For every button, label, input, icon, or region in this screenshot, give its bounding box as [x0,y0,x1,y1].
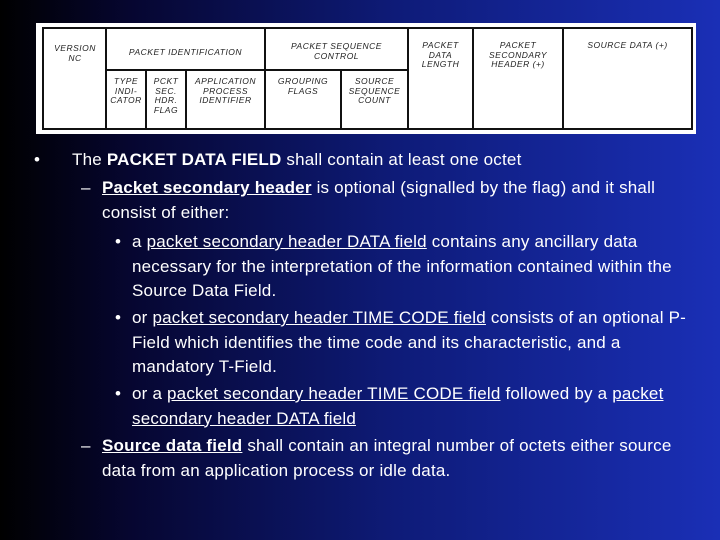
item-prefix: or a [132,384,168,403]
sub-sub-item-data-field [132,230,707,304]
item-term: packet secondary header TIME CODE field [167,384,501,403]
bullet-marker: • [34,150,41,169]
item-term: packet secondary header DATA field [146,232,427,251]
bullet-prefix: The [72,150,107,169]
sub2-suffix: shall contain an integral number of octets either source data from an application process or idle data. [102,436,672,480]
sub-item-source-data-field [102,434,702,483]
item-term: packet secondary header TIME CODE field [152,308,486,327]
packet-secondary-header-term: Packet secondary header [102,178,312,197]
item-suffix: consists of an optional P-Field which identifies the time code and its characteristic, and a mandatory T-Field. [132,308,686,377]
dash-marker: – [81,178,91,197]
packet-secondary-header-header: PACKET SECONDARY HEADER (+) [488,40,548,69]
source-sequence-count-header: SOURCE SEQUENCE COUNT [348,76,401,105]
packet-data-field-term: PACKET DATA FIELD [106,150,282,169]
packet-identification-header: PACKET IDENTIFICATION [128,47,243,57]
bullet-packet-data-field [72,148,712,173]
packet-sequence-control-header: PACKET SEQUENCE CONTROL [291,41,382,61]
item-suffix: followed by a [500,384,613,403]
item-prefix: or [132,308,153,327]
bullet-marker: • [115,384,122,403]
packet-structure-diagram [36,23,696,134]
bullet-suffix: shall contain at least one octet [281,150,522,169]
grouping-flags-header: GROUPING FLAGS [277,76,329,96]
dash-marker: – [81,436,91,455]
bullet-marker: • [115,232,122,251]
sub-sub-item-time-code-field [132,306,707,380]
source-data-header: SOURCE DATA (+) [587,40,668,50]
packet-data-length-header: PACKET DATA LENGTH [421,40,460,69]
packet-secondary-header-flag-header: PCKT SEC. HDR. FLAG [153,76,179,115]
sub-sub-item-time-code-and-data-field [132,382,707,431]
application-process-identifier-header: APPLICATION PROCESS IDENTIFIER [194,76,257,105]
version-header: VERSION NC [54,43,96,63]
item-suffix: contains any ancillary data necessary for the interpretation of the information contained within the Source Data Field. [132,232,672,301]
item-prefix: a [132,232,147,251]
bullet-marker: • [115,308,122,327]
sub1-suffix: is optional (signalled by the flag) and it shall consist of either: [102,178,656,222]
sub-item-secondary-header [102,176,702,225]
type-indicator-header: TYPE INDI- CATOR [110,76,142,105]
source-data-field-term: Source data field [102,436,243,455]
item-term-2: packet secondary header DATA field [132,384,664,428]
